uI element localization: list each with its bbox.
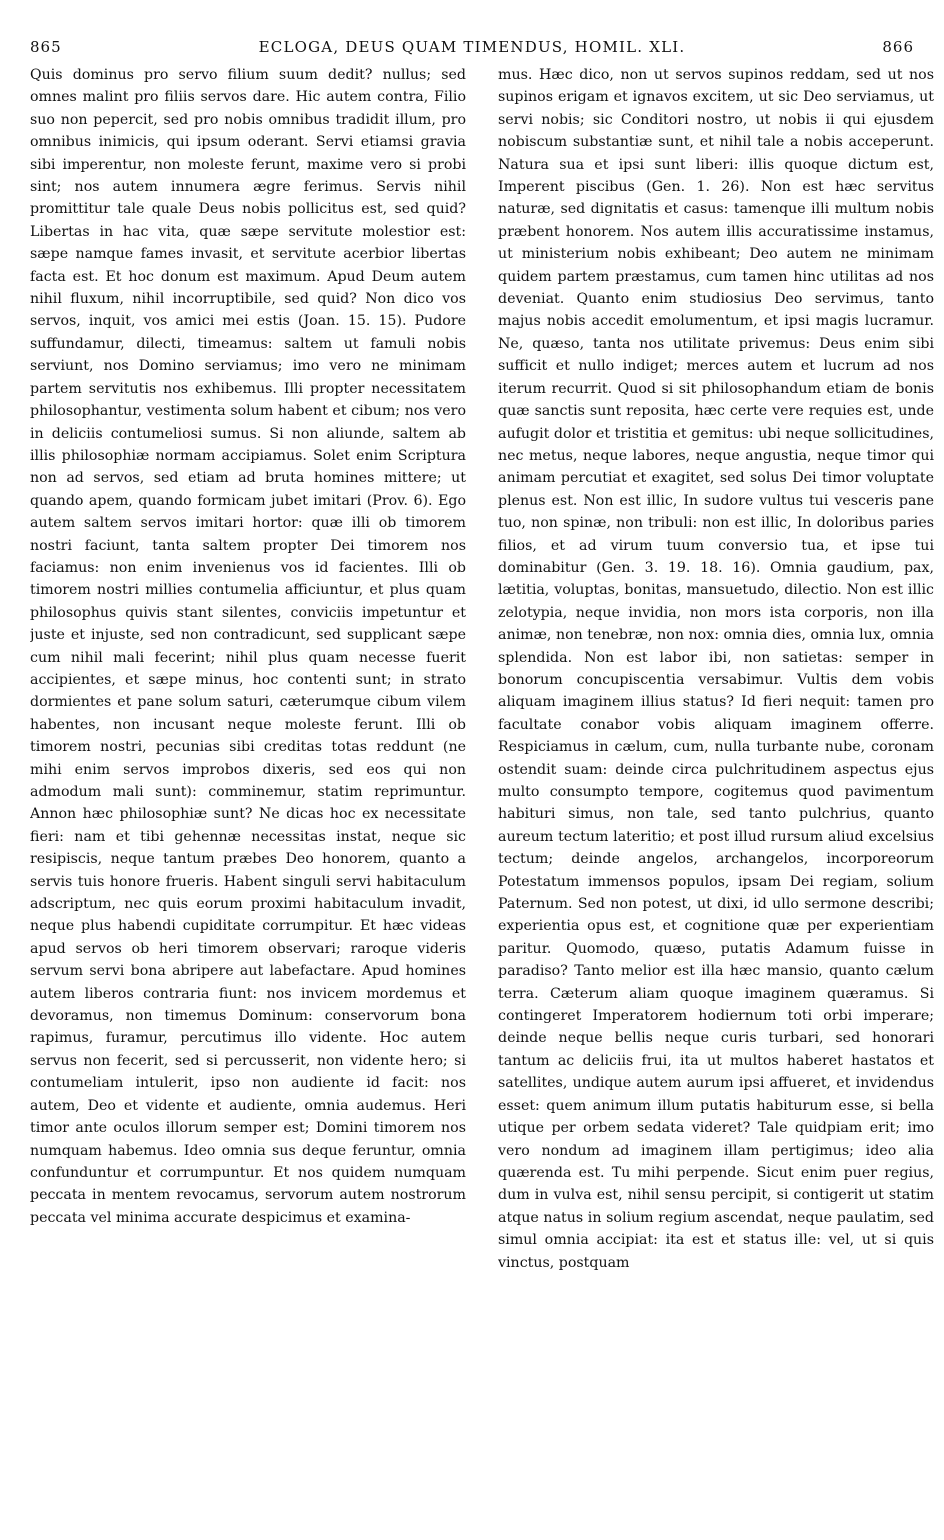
page-number-right: 866 [882,38,914,56]
two-column-body [26,64,934,1514]
left-column-text: Quis dominus pro servo filium suum dedit? nullus; sed omnes malint pro filiis servos dare. Hic autem contra, Filio suo non pepercit, sed pro nobis omnibus tradidit illum, pro omnibus inimicis, qui ipsum oderant. Servi etiamsi gravia sibi imperentur, non moleste ferunt, maxime vero si probi sint; nos autem innumera ægre ferimus. Servis nihil promittitur tale quale Deus nobis pollicitus est, sed quid? Libertas in hac vita, quæ sæpe servitute molestior est: sæpe namque fames invasit, et servitute acerbior libertas facta est. Et hoc donum est maximum. Apud Deum autem nihil fluxum, nihil incorruptibile, sed quid? Non dico vos servos, inquit, vos amici mei estis (Joan. 15. 15). Pudore suffundamur, dilecti, timeamus: saltem ut famuli nobis serviunt, nos Domino serviamus; imo vero ne minimam partem servitutis nos exhibemus. Illi propter necessitatem philosophantur, vestimenta solum habent et cibum; nos vero in deliciis contumeliosi sumus. Si non aliunde, saltem ab illis philosophiæ normam accipiamus. Solet enim Scriptura non ad servos, sed etiam ad bruta homines mittere; ut quando apem, quando formicam jubet imitari (Prov. 6). Ego autem saltem servos imitari hortor: quæ illi ob timorem nostri faciunt, tanta saltem propter Dei timorem nos faciamus: non enim invenienus vos id facientes. Illi ob timorem nostri millies contumelia afficiuntur, et plus quam philosophus quivis stant silentes, conviciis impetuntur et juste et injuste, sed non contradicunt, sed supplicant sæpe cum nihil mali fecerint; nihil plus quam necesse fuerit accipientes, et sæpe minus, hoc contenti sunt; in strato dormientes et pane solum saturi, cæterumque cibum vilem habentes, non incusant neque moleste ferunt. Illi ob timorem nostri, pecunias sibi creditas totas reddunt (ne mihi enim servos improbos dixeris, sed eos qui non admodum mali sunt): comminemur, statim reprimuntur. Annon hæc philosophiæ sunt? Ne dicas hoc ex necessitate fieri: nam et tibi gehennæ necessitas instat, neque sic resipiscis, neque tantum præbes Deo honorem, quanto a servis tuis honore frueris. Habent singuli servi habitaculum adscriptum, nec quis eorum proximi habitaculum invadit, neque plus habendi cupiditate corrumpitur. Et hæc videas apud servos ob heri timorem observari; raroque videris servum servi bona abripere aut labefactare. Apud homines autem liberos contraria fiunt: nos invicem mordemus et devoramus, non timemus Dominum: conservorum bona rapimus, furamur, percutimus illo vidente. Hoc autem servus non fecerit, sed si percusserit, non vidente hero; si contumeliam intulerit, ipso non audiente id facit: nos autem, Deo et vidente et audiente, omnia audemus. Heri timor ante oculos illorum semper est; Domini timorem nos numquam habemus. Ideo omnia sus deque feruntur, omnia confunduntur et corrumpuntur. Et nos quidem numquam peccata in mentem revocamus, servorum autem nostrorum peccata vel minima accurate despicimus et examina- [30,67,466,1226]
page-number-left: 865 [30,38,62,56]
running-header [26,30,918,64]
right-column-text: mus. Hæc dico, non ut servos supinos reddam, sed ut nos supinos erigam et ignavos excitem, ut sic Deo serviamus, ut servi nobis; sic Conditori nostro, ut nobis ii qui ejusdem nobiscum substantiæ sunt, et nihil tale a nobis acceperunt. Natura sua et ipsi sunt liberi: illis quoque dictum est, Imperent piscibus (Gen. 1. 26). Non est hæc servitus naturæ, sed dignitatis et casus: tamenque illi multum nobis præbent honorem. Nos autem illis accuratissime instamus, ut ministerium nobis exhibeant; Deo autem ne minimam quidem partem præstamus, cum tamen hinc utilitas ad nos deveniat. Quanto enim studiosius Deo servimus, tanto majus nobis accedit emolumentum, et ipsi magis lucramur. Ne, quæso, tanta nos utilitate privemus: Deus enim sibi sufficit et nullo indiget; merces autem et lucrum ad nos iterum recurrit. Quod si sit philosophandum etiam de bonis quæ sanctis sunt reposita, hæc certe vere requies est, unde aufugit dolor et tristitia et gemitus: ubi neque sollicitudines, nec metus, neque labores, neque angustia, neque timor qui animam percutiat et exagitet, sed solus Dei timor voluptate plenus est. Non est illic, In sudore vultus tui vesceris pane tuo, non spinæ, non tribuli: non est illic, In doloribus paries filios, et ad virum tuum conversio tua, et ipse tui dominabitur (Gen. 3. 19. 18. 16). Omnia gaudium, pax, lætitia, voluptas, bonitas, mansuetudo, dilectio. Non est illic zelotypia, neque invidia, non mors ista corporis, non illa animæ, non tenebræ, non nox: omnia dies, omnia lux, omnia splendida. Non est labor ibi, non satietas: semper in bonorum concupiscentia versabimur. Vultis dem vobis aliquam imaginem illius status? Id fieri nequit: tamen pro facultate conabor vobis aliquam imaginem offerre. Respiciamus in cælum, cum, nulla turbante nube, coronam ostendit suam: deinde circa pulchritudinem aspectus ejus multo consumpto tempore, cogitemus quod pavimentum habituri simus, non tale, sed tanto pulchrius, quanto aureum tectum lateritio; et post illud rursum aliud excelsius tectum; deinde angelos, archangelos, incorporeorum Potestatum immensos populos, ipsam Dei regiam, solium Paternum. Sed non potest, ut dixi, id ullo sermone describi; experientia opus est, et cognitione quæ per experientiam paritur. Quomodo, quæso, putatis Adamum fuisse in paradiso? Tanto melior est illa hæc mansio, quanto cælum terra. Cæterum aliam quoque imaginem quæramus. Si contingeret Imperatorem hodiernum toti orbi imperare; deinde neque bellis neque curis turbari, sed honorari tantum ac deliciis frui, ita ut multos haberet hastatos et satellites, undique autem aurum ipsi affueret, et invidendus esset: quem animum illum putatis habiturum esse, si bella utique per orbem sedata videret? Tale quidpiam erit; imo vero nondum ad imaginem illam pertigimus; ideo alia quærenda est. Tu mihi perpende. Sicut enim puer regius, dum in vulva est, nihil sensu percipit, si contigerit ut statim atque natus in solium regium ascendat, neque paulatim, sed simul omnia accipiat: ita est et status ille: vel, ut si quis vinctus, postquam [498,67,934,1271]
left-column [30,64,466,1514]
right-column [498,64,934,1514]
running-title: ECLOGA, DEUS QUAM TIMENDUS, HOMIL. XLI. [258,38,686,56]
